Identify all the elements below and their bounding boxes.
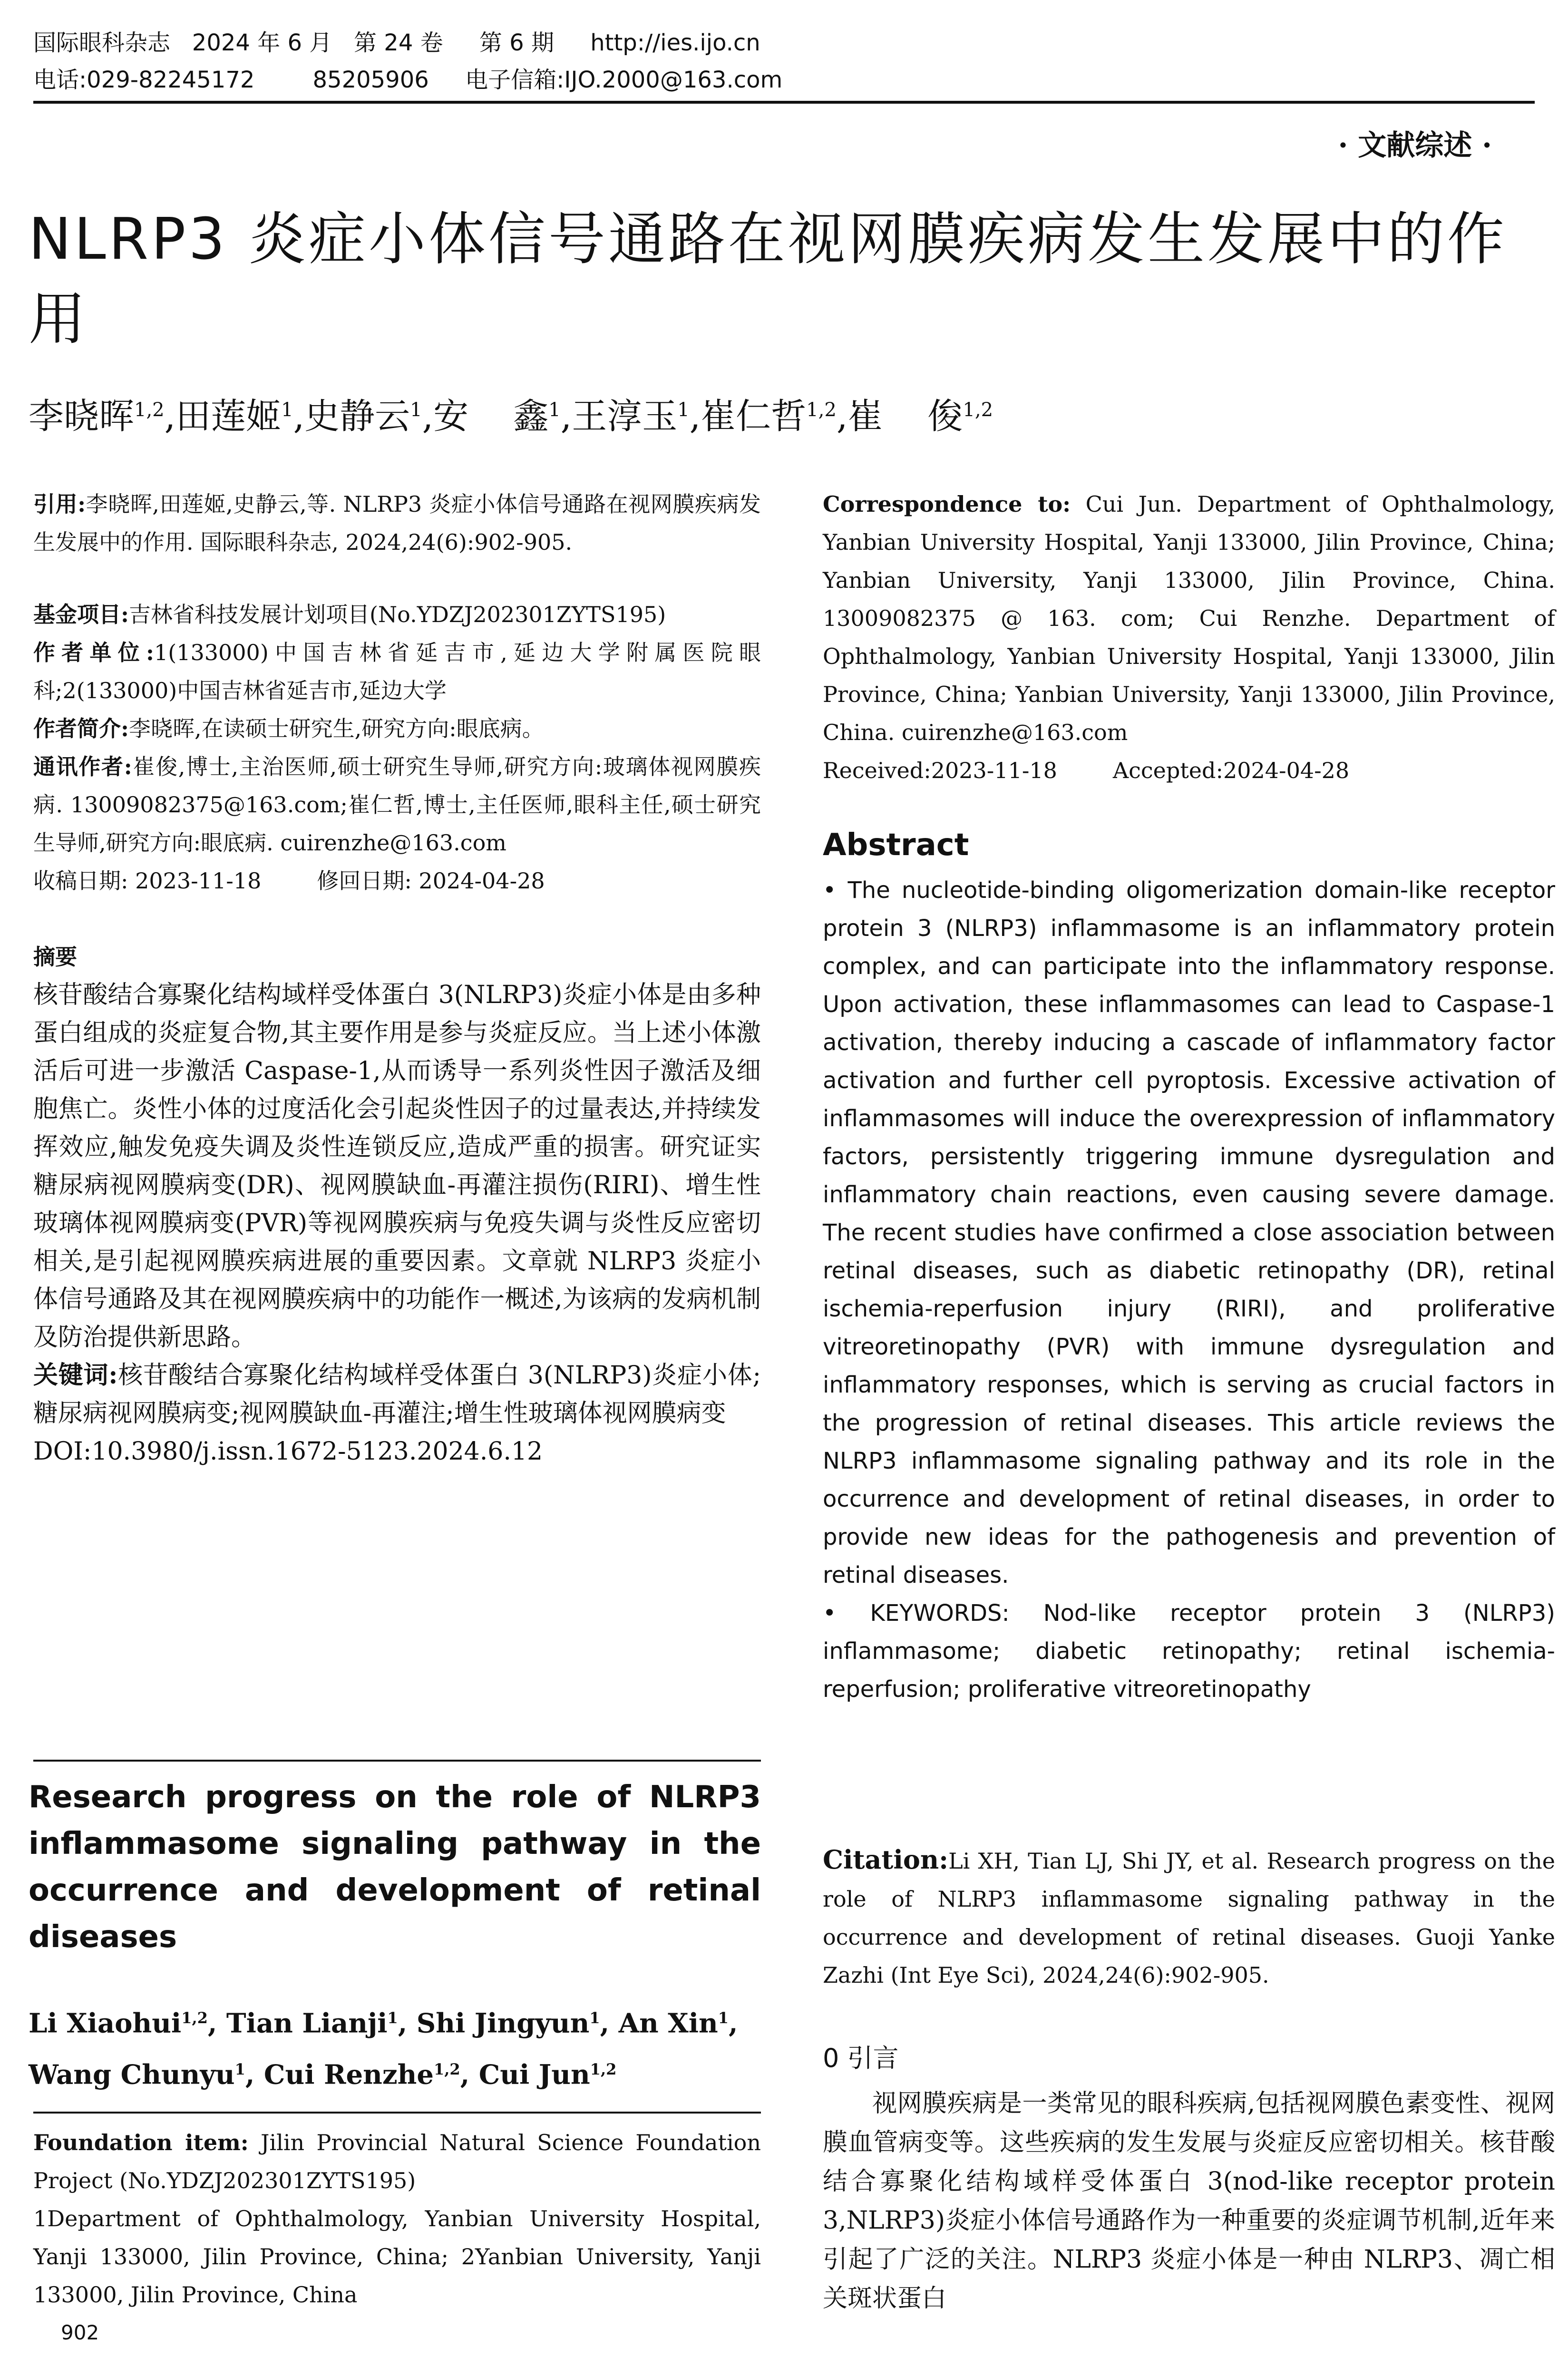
author-name: 史静云 (304, 396, 410, 437)
keywords-en-label: • KEYWORDS: (823, 1600, 1010, 1627)
article-title-en: Research progress on the role of NLRP3 inflammasome signaling pathway in the occurrence and development of retinal diseases (29, 1780, 761, 1955)
received-dates-cn: 收稿日期: 2023-11-18 修回日期: 2024-04-28 (33, 868, 545, 894)
author-name: 李晓晖 (29, 396, 134, 437)
author-affiliation: 1 (281, 399, 293, 421)
author-separator: , (728, 2007, 738, 2039)
author-name: 王淳玉 (572, 396, 678, 437)
author-affiliation: 1 (677, 399, 690, 421)
journal-header-line1: 国际眼科杂志 2024 年 6 月 第 24 卷 第 6 期 http://ies.ijo.cn (33, 29, 760, 56)
intro-label: 作者简介: (33, 716, 129, 741)
author-affiliation: 1,2 (806, 399, 837, 421)
unit-text: 1(133000)中国吉林省延吉市,延边大学附属医院眼科;2(133000)中国吉林省延吉市,延边大学 (33, 640, 761, 703)
author-affiliation: 1,2 (963, 399, 993, 421)
author-affiliation: 1 (410, 399, 422, 421)
citation-en (823, 1841, 1555, 1994)
author-affiliation: 1 (387, 2009, 398, 2027)
citation-en-text: Li XH, Tian LJ, Shi JY, et al. Research progress on the role of NLRP3 inflammasome signaling pathway in the occurrence and development of retinal diseases. Guoji Yanke Zazhi (Int Eye Sci), 2024,24(6):902-905. (823, 1848, 1555, 1988)
keywords-cn (33, 1356, 761, 1432)
intro-text: 李晓晖,在读硕士研究生,研究方向:眼底病。 (128, 716, 544, 741)
author-separator: , (460, 2059, 479, 2091)
author-name: 崔 俊 (847, 396, 963, 437)
authors-en-line1 (29, 1995, 761, 2046)
author-separator: , (836, 396, 848, 437)
foundation-block (33, 2124, 761, 2314)
keywords-cn-label: 关键词: (33, 1361, 118, 1390)
author-separator: , (600, 2007, 619, 2039)
corr-text: 崔俊,博士,主治医师,硕士研究生导师,研究方向:玻璃体视网膜疾病. 13009082375@163.com;崔仁哲,博士,主任医师,眼科主任,硕士研究生导师,研究方向:眼底病. cuirenzhe@163.com (33, 754, 761, 856)
author-affiliation: 1,2 (590, 2060, 617, 2078)
received-dates-en: Received:2023-11-18 Accepted:2024-04-28 (823, 758, 1350, 783)
authors-en-line2 (29, 2046, 761, 2098)
authors-en (29, 1995, 761, 2097)
author-affiliation: 1,2 (434, 2060, 460, 2078)
author-affiliation: 1,2 (134, 399, 165, 421)
page-number: 902 (61, 2321, 99, 2344)
foundation-text: Jilin Provincial Natural Science Foundation Project (No.YDZJ202301ZYTS195) (33, 2130, 761, 2193)
journal-header-line2: 电话:029-82245172 85205906 电子信箱:IJO.2000@163.com (33, 67, 783, 93)
fund-label: 基金项目: (33, 602, 129, 627)
foundation-item-en (33, 2124, 761, 2200)
author-affiliation: 1 (589, 2009, 600, 2027)
author-name: Tian Lianji (226, 2007, 388, 2039)
authors-cn (29, 386, 993, 440)
author-separator: , (164, 396, 176, 437)
author-intro (33, 710, 761, 748)
keywords-en-text: Nod-like receptor protein 3 (NLRP3) inflammasome; diabetic retinopathy; retinal ischemia-reperfusion; proliferative vitreoretinopathy (823, 1600, 1555, 1703)
left-column (33, 485, 761, 1471)
doi: DOI:10.3980/j.issn.1672-5123.2024.6.12 (33, 1437, 543, 1466)
author-name: 安 鑫 (433, 396, 549, 437)
author-name: 田莲姬 (175, 396, 282, 437)
abstract-en-text: • The nucleotide-binding oligomerization domain-like receptor protein 3 (NLRP3) inflammasome is an inflammatory protein complex, and can participate into the inflammatory response. Upon activation, these inflammasomes can lead to Caspase-1 activation, thereby inducing a cascade of inflammatory factor activation and further cell pyroptosis. Excessive activation of inflammasomes will induce the overexpression of inflammatory factors, persistently triggering immune dysregulation and inflammatory chain reactions, even causing severe damage. The recent studies have confirmed a close association between retinal diseases, such as diabetic retinopathy (DR), retinal ischemia-reperfusion injury (RIRI), and proliferative vitreoretinopathy (PVR) with immune dysregulation and inflammatory responses, which is serving as crucial factors in the progression of retinal diseases. This article reviews the NLRP3 inflammasome signaling pathway and its role in the occurrence and development of retinal diseases, in order to provide new ideas for the pathogenesis and prevention of retinal diseases. (823, 877, 1555, 1588)
citation-cn-label: 引用: (33, 491, 86, 517)
intro-section (823, 2038, 1555, 2318)
author-separator: , (422, 396, 434, 437)
intro-heading: 0 引言 (823, 2043, 899, 2073)
affiliations-en: 1Department of Ophthalmology, Yanbian University Hospital, Yanji 133000, Jilin Province, China; 2Yanbian University, Yanji 133000, Jilin Province, China (33, 2206, 761, 2308)
abstract-cn-label: 摘要 (33, 944, 77, 970)
author-affiliation: 1 (548, 399, 561, 421)
author-affiliation: 1 (718, 2009, 729, 2027)
unit-label: 作者单位: (33, 640, 155, 665)
abstract-en-title: Abstract (823, 828, 969, 863)
abstract-cn-text: 核苷酸结合寡聚化结构域样受体蛋白 3(NLRP3)炎症小体是由多种蛋白组成的炎症复合物,其主要作用是参与炎症反应。当上述小体激活后可进一步激活 Caspase-1,从而诱导一系列炎性因子激活及细胞焦亡。炎性小体的过度活化会引起炎性因子的过量表达,并持续发挥效应,触发免疫失调及炎性连锁反应,造成严重的损害。研究证实糖尿病视网膜病变(DR)、视网膜缺血-再灌注损伤(RIRI)、增生性玻璃体视网膜病变(PVR)等视网膜疾病与免疫失调与炎性反应密切相关,是引起视网膜疾病进展的重要因素。文章就 NLRP3 炎症小体信号通路及其在视网膜疾病中的功能作一概述,为该病的发病机制及防治提供新思路。 (33, 981, 761, 1352)
author-name: 崔仁哲 (701, 396, 807, 437)
foundation-divider (33, 2112, 761, 2114)
corr-label: 通讯作者: (33, 754, 132, 779)
author-separator: , (293, 396, 305, 437)
author-name: Shi Jingyun (416, 2007, 590, 2039)
author-name: Cui Renzhe (263, 2059, 434, 2091)
author-name: Cui Jun (478, 2059, 590, 2091)
author-separator: , (560, 396, 572, 437)
intro-text: 视网膜疾病是一类常见的眼科疾病,包括视网膜色素变性、视网膜血管病变等。这些疾病的发生发展与炎症反应密切相关。核苷酸结合寡聚化结构域样受体蛋白 3(nod-like receptor protein 3,NLRP3)炎症小体信号通路作为一种重要的炎症调节机制,近年来引起了广泛的关注。NLRP3 炎症小体是一种由 NLRP3、凋亡相关斑状蛋白 (823, 2089, 1555, 2313)
author-affiliation: 1 (234, 2060, 245, 2078)
author-separator: , (207, 2007, 226, 2039)
author-separator: , (689, 396, 701, 437)
citation-cn (33, 485, 761, 561)
corresponding-author (33, 748, 761, 862)
citation-en-label: Citation: (823, 1844, 949, 1875)
correspondence-text: Cui Jun. Department of Ophthalmology, Yanbian University Hospital, Yanji 133000, Jilin Province, China; Yanbian University, Yanji 133000, Jilin Province, China. 13009082375 @ 163. com; Cui Renzhe. Department of Ophthalmology, Yanbian University Hospital, Yanji 133000, Jilin Province, China; Yanbian University, Yanji 133000, Jilin Province, China. cuirenzhe@163.com (823, 491, 1556, 745)
author-separator: , (398, 2007, 417, 2039)
header-rule (33, 101, 1535, 104)
citation-cn-text: 李晓晖,田莲姬,史静云,等. NLRP3 炎症小体信号通路在视网膜疾病发生发展中的作用. 国际眼科杂志, 2024,24(6):902-905. (33, 491, 761, 555)
author-name: Li Xiaohui (29, 2007, 182, 2039)
author-unit (33, 633, 761, 710)
abstract-en (823, 828, 1555, 1708)
keywords-en (823, 1594, 1555, 1708)
author-affiliation: 1,2 (181, 2009, 208, 2027)
fund-text: 吉林省科技发展计划项目(No.YDZJ202301ZYTS195) (128, 602, 666, 627)
keywords-cn-text: 核苷酸结合寡聚化结构域样受体蛋白 3(NLRP3)炎症小体;糖尿病视网膜病变;视网膜缺血-再灌注;增生性玻璃体视网膜病变 (33, 1361, 761, 1428)
article-title-cn: NLRP3 炎症小体信号通路在视网膜疾病发生发展中的作用 (29, 206, 1507, 352)
author-separator: , (245, 2059, 264, 2091)
right-column-top (823, 485, 1555, 789)
section-tag: · 文献综述 · (1338, 129, 1492, 162)
foundation-label: Foundation item: (33, 2130, 249, 2155)
author-name: An Xin (618, 2007, 718, 2039)
correspondence-en (823, 485, 1555, 751)
correspondence-label: Correspondence to: (823, 491, 1071, 517)
author-name: Wang Chunyu (29, 2059, 235, 2091)
fund-item (33, 595, 761, 633)
citation-en-block (823, 1841, 1555, 1994)
left-divider (33, 1760, 761, 1762)
